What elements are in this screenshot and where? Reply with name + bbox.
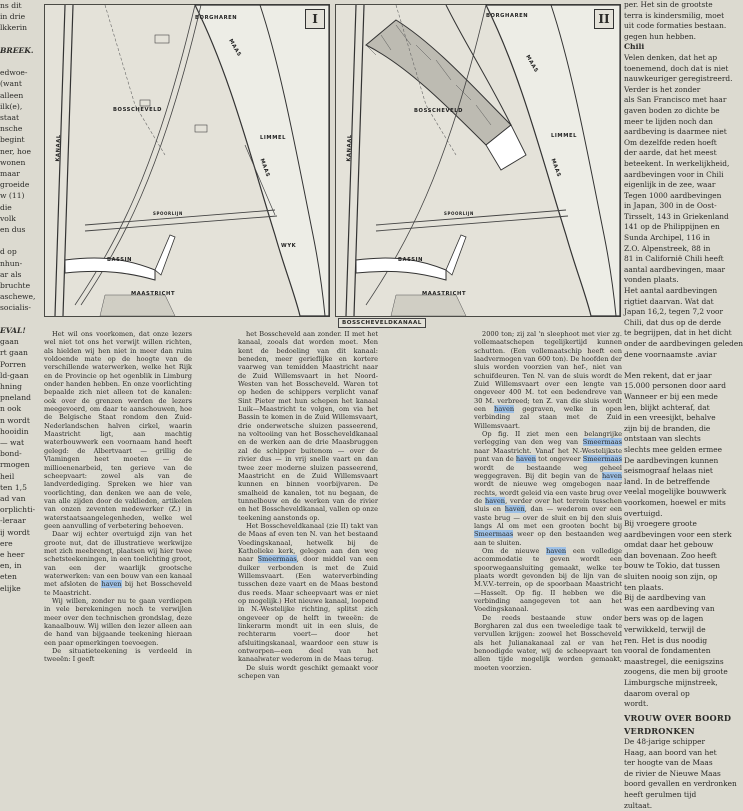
right-column-line: Sunda Archipel, 116 in <box>624 233 710 243</box>
left-column-line: n wordt <box>0 415 30 425</box>
article-paragraph: De reeds bestaande stuw onder Borgharen zal dus een tweeledige taak te vervullen krijgen: zoowel het Bosscheveld als het Julianakanaal zal er van het benoodigde water, wij de scheepvaart ten allen tijde mogelijk worden gemaakt, moeten voorzien. <box>474 613 622 672</box>
map-1-label-limmel: LIMMEL <box>260 135 287 141</box>
left-column-line: eten <box>0 572 17 582</box>
right-column-line: slechts mee gelden ermee <box>624 444 722 454</box>
right-column-line: Bij vroegere groote <box>624 519 697 529</box>
left-column-line: ere <box>0 538 13 548</box>
left-column-line: ilk(e), <box>0 101 23 111</box>
left-column-line: bond- <box>0 449 22 459</box>
right-column-line: per. Het sin de grootste <box>624 0 713 9</box>
article-paragraph: Om de nieuwe haven een volledige accommodatie te geven wordt een spoorwegaansluiting gemaakt, welke ter plaats wordt gevonden bij de lijn van de M.V.V.-terrein, op de spoorbaan Maastricht—Hasselt. Op fig. II hebben we die verbinding aangegeven tot aan het Voedingskanaal. <box>474 546 623 614</box>
map-1-label-wyk: WYK <box>281 243 297 249</box>
left-column-line <box>0 34 40 45</box>
right-column-line: rigtiet daarvan. Wat dat <box>624 296 714 306</box>
article-paragraph: Het Bosscheveldkanaal (zie II) takt van de Maas af even ten N. van het bestaand Voedingskanaal, hetwelk bij de Katholieke kerk, gelegen aan den weg naar Smeermaas, door middel van een duiker verbonden is met de Zuid Willemsvaart. (Een waterverbinding tusschen deze vaart en de Maas bestond dus reeds. Maar scheepvaart was er niet op mogelijk.) Het nieuwe kanaal, loopend in N.-Westelijke richting, splitst zich ongeveer op de helft in tweeën: de linkerarm mondt uit in een sluis, de rechterarm voert— door het afsluitingskanaal, waardoor een stuw is ontworpen—een deel van het kanaalwater wederom in de Maas terug. <box>238 521 379 664</box>
right-column-line: Limburgsche mijnstreek, <box>624 678 718 687</box>
map-2-label-spoorlijn: SPOORLIJN <box>444 211 474 216</box>
right-column-line: aardbevingen voor een sterk <box>624 529 732 539</box>
map-1-label-bosscheveld: BOSSCHEVELD <box>113 107 163 113</box>
article-paragraph: De sluis wordt geschikt gemaakt voor schepen van <box>238 663 378 681</box>
map-2-label-maas-top: MAAS <box>524 54 540 74</box>
map-situation-before <box>44 4 330 317</box>
left-column-line: in drie <box>0 12 26 22</box>
right-column-line: 141 op de Philippijnen en <box>624 222 720 232</box>
map-2-label-bassin: BASSIN <box>398 257 424 263</box>
right-column-line: 15.000 personen door aard <box>624 381 726 391</box>
left-column-line: orplichti- <box>0 505 36 515</box>
article-column-1 <box>44 330 192 664</box>
search-highlight: Smeermaas <box>582 455 622 464</box>
right-column-line: gegen hun hebben. <box>624 31 697 41</box>
map-2-label-maastricht: MAASTRICHT <box>422 291 467 297</box>
left-column-line: aschewe, <box>0 292 36 302</box>
left-column-line: ij wordt <box>0 527 30 537</box>
left-column-line <box>0 56 40 67</box>
left-column-line: Porren <box>0 359 27 369</box>
right-column-line: ontstaan van slechts <box>624 434 701 444</box>
left-column-line: pneland <box>0 393 31 403</box>
right-column-line: Bij de aardbeving van <box>624 593 706 603</box>
map-1-label-bassin: BASSIN <box>107 257 133 263</box>
right-column-line <box>624 360 727 371</box>
left-column-line: ten 1,5 <box>0 482 27 492</box>
right-column-line: Z.O. Alpenstreek, 88 in <box>624 243 711 253</box>
right-column-line: eigenlijk in de zee, waar <box>624 180 716 190</box>
search-highlight: Smeermaas <box>474 530 514 539</box>
left-column-line: en dus <box>0 225 26 235</box>
left-column-line: — wat <box>0 437 25 447</box>
right-column-heading: Chili <box>624 42 645 52</box>
left-column-line: -leraar <box>0 516 26 526</box>
left-column-line: edwoe- <box>0 68 28 78</box>
right-column-heading: VROUW OVER BOORD <box>624 712 732 723</box>
left-column-line: alleen <box>0 90 24 100</box>
right-column-line: dene voornaamste .aviar <box>624 349 717 359</box>
left-column-line: elijke <box>0 583 21 593</box>
search-highlight: Smeermaas <box>582 438 622 447</box>
right-column-line: seismograaf helaas niet <box>624 466 713 476</box>
right-column-line: veelal mogelijke bouwwerk <box>624 487 727 497</box>
left-column-line: die <box>0 202 12 212</box>
article-paragraph: 2000 ton; zij zal 'n sleephoot met vier zg. vollemaatschepen tegelijkertijd kunnen schutten. (Een vollemaatschip heeft een laadvermogen van 600 ton). De hoofden der sluis worden voorzien van hef-, niet van schuifdeuren. Ten N. van de sluis wordt de Zuid Willemsvaart over een lengte van ongeveer 400 M. tot een bedendreve van 30 M. verbreed; ten Z. van die sluis wordt een haven gegraven, welke in open verbinding zal staan met de Zuid Willemsvaart. <box>474 330 623 430</box>
map-2-label-limmel: LIMMEL <box>551 133 578 139</box>
right-column-line: uit code formaties bestaan. <box>624 21 727 31</box>
map-1-label-maas-bottom: MAAS <box>258 157 271 179</box>
left-column-line: ner, hoe <box>0 146 31 156</box>
map-caption: BOSSCHEVELDKANAAL <box>338 318 426 328</box>
right-column-line: bers was op de lagen <box>624 614 704 624</box>
article-column-3 <box>474 330 623 672</box>
right-column-line: vonden plaats. <box>624 275 679 285</box>
right-column-line: Tegen 1000 aardbevingen <box>624 190 722 200</box>
right-column-heading: VERDRONKEN <box>624 726 695 737</box>
right-column-line: De aardbevingen kunnen <box>624 455 719 465</box>
right-column-line: zultaat. <box>624 800 653 810</box>
search-highlight: Smeermaas <box>257 555 297 564</box>
right-column-line: Japan 16,2, tegen 7,2 voor <box>624 307 724 317</box>
left-column-line: rmogen <box>0 460 30 470</box>
left-column-line: staat <box>0 113 20 123</box>
left-column-line: nsche <box>0 124 23 134</box>
left-column-line: en, in <box>0 561 22 571</box>
left-column-line: wonen <box>0 157 26 167</box>
right-column-line: De 48-jarige schipper <box>624 736 706 746</box>
map-situation-after <box>335 4 621 317</box>
map-2-label-bosscheveld: BOSSCHEVELD <box>414 108 464 114</box>
left-column-line: socialis- <box>0 303 31 313</box>
search-highlight: haven <box>485 496 506 505</box>
left-column-line: rt gaan <box>0 348 28 358</box>
right-column-line: verwikkeld, terwijl de <box>624 625 706 635</box>
right-column-line: 81 in Californië Chili heeft <box>624 254 724 264</box>
right-column-line: der aarde, dat het meest <box>624 148 717 158</box>
right-column-line: in een vreesijkt, behalve <box>624 413 716 423</box>
right-column-line: ten plaats. <box>624 582 664 592</box>
map-1-label-borgharen: BORGHAREN <box>195 15 238 21</box>
left-column-line: groeide <box>0 180 30 190</box>
right-column-line: Om dezelfde reden hoeft <box>624 137 717 147</box>
left-column-line: d op <box>0 247 17 257</box>
right-column-line: Chili, dat dus op de derde <box>624 317 722 327</box>
map-1-drawing <box>45 5 329 316</box>
left-column-line: hning <box>0 381 22 391</box>
left-column-line: e heer <box>0 549 25 559</box>
right-column-line: de rivier de Nieuwe Maas <box>624 768 721 778</box>
right-column-line: heeft gerulmen tijd <box>624 789 697 799</box>
right-column-line: aardbevingen voor in Chili <box>624 169 724 179</box>
map-2-label-borgharen: BORGHAREN <box>486 13 529 19</box>
map-1-label-spoorlijn: SPOORLIJN <box>153 211 183 216</box>
right-column-line: maastregel, die eenigszins <box>624 656 724 666</box>
map-1-number: I <box>305 9 325 29</box>
article-paragraph: De situatieteekening is verdeeld in tweeën: I geeft <box>44 647 192 664</box>
map-2-label-maas-bottom: MAAS <box>549 157 562 179</box>
right-column-line: bouw te Tokio, dat tussen <box>624 561 721 571</box>
right-column-line: dan bovenaan. Zoo heeft <box>624 550 717 560</box>
search-highlight: haven <box>504 505 525 514</box>
right-column-line: len, blijkt achteraf, dat <box>624 402 710 412</box>
right-column-line: overtuigd. <box>624 508 663 518</box>
article-paragraph: Op fig. II ziet men een belangrijke verlegging van den weg van Smeermaas naar Maastricht. Vanaf het N.-Westelijkste punt van de haven tot ongeveer Smeermaas wordt de bestaande weg geheel weggegraven. Bij dit begin van de haven wordt de nieuwe weg omgebogen naar rechts, wordt geleid via een vaste brug over de haven, verder over het terrein tusschen sluis en haven, dan — wederom over een vaste brug — over de sluit en bij den sluis langs Al om met een grooten bocht bij Smeermaas weer op den bestaanden weg aan te sluiten. <box>474 430 622 547</box>
right-column-line: Tirsselt, 143 in Griekenland <box>624 211 729 221</box>
left-column-line: volk <box>0 213 16 223</box>
left-column-line: hooidin <box>0 426 29 436</box>
right-column-line: zoogens, die men bij groote <box>624 667 728 677</box>
right-column-line: vooral de fondamenten <box>624 646 711 656</box>
map-2-drawing <box>336 5 620 316</box>
right-column-line: daarom overal op <box>624 688 690 698</box>
left-column-line: w (11) <box>0 191 25 201</box>
right-column-line: boord gevallen en verdronken <box>624 779 737 789</box>
right-column-line: aantal aardbevingen, maar <box>624 264 726 274</box>
left-column-line: maar <box>0 169 20 179</box>
right-column-line: land. In de betreffende <box>624 476 710 486</box>
left-column-line: ld-gaan <box>0 370 29 380</box>
article-paragraph: het Bosscheveld aan zonder. II met het kanaal, zooals dat worden moet. Men kent de bedoeling van dit kanaal: beneden, meer gerieflijke en kortere vaarweg van temidden Maastricht naar de Zuid Willemsvaart in het Noord-Westen van het Bosscheveld. Waren tot op heden de schippers verplicht vanaf Sint Pieter met hun schepen het kanaal Luik—Maastricht te volgen, om via het Bassin te komen in de Zuid Willemsvaart, drie onderwetsche sluizen passeerend, na voltooiing van het Bosscheveldkanaal en de werken aan de drie Maasbruggen zal de schipper buitenom — over de rivier dus — in vrij snelle vaart en dan twee zeer moderne sluizen passeerend, Maastricht en de Zuid Willemsvaart kunnen en binnen voorbijvaren. De smalheid de kanalen, tot nu begaan, de tunnelbouw en de werken van de rivier en het Bosscheveldkanaal, vallen op onze teekening aanstonds op. <box>238 330 378 522</box>
left-column-line <box>0 314 40 325</box>
search-highlight: haven <box>546 546 567 555</box>
right-column-line: Men rekent, dat er jaar <box>624 370 712 380</box>
article-paragraph: Daar wij echter overtuigd zijn van het groote nut, dat de illustratieve werkwijze met zich meebrengt, plaatsen wij hier twee schetsteekeningen, in een toelichting groot, van een der waarlijk grootsche waterwerken: van een bouw van een kanaal met afsloten de haven bij het Bosscheveld te Maastricht. <box>44 530 192 597</box>
right-column-line: wordt. <box>624 699 649 709</box>
map-1-label-kanaal: KANAAL <box>55 134 63 162</box>
right-column-line: in Japan, 300 in de Oost- <box>624 201 717 211</box>
left-column-line: ad van <box>0 493 26 503</box>
right-column-line: was een aardbeving van <box>624 603 715 613</box>
right-column-line: sluiten nooig son zijn, op <box>624 572 718 582</box>
right-column-text <box>624 0 743 810</box>
right-column-line: terra is kindersmilig, moet <box>624 10 725 20</box>
right-column-line: Het aantal aardbevingen <box>624 286 718 296</box>
article-paragraph: Het wil ons voorkomen, dat onze lezers wel niet tot ons het verwijt willen richten, als hielden wij hen niet in meer dan ruim voldoende mate op de hoogte van de verschillende waterwerken, welke het Rijk en de Provincie op het ogenblik in Limburg onder handen hebben. En onze voorlichting bepaalde zich niet alleen tot de kanalen: ook over de grenzen werden de lezers meegevoerd, om daar te aanschouwen, hoe de Belgische Staat rondom den Zuid-Nederlandschen halven cirkel, waarin Maastricht ligt, aan machtig waterbouwwerk een voornaam hand heeft gelegd: de Albertvaart — grillig de Vlamingen heet moeten — de millioenenarbeid, ten gerieve van de scheepvaart: zowel als van de landverdediging. Spreken we hier van voorlichting, dan denken we aan de vele, van alle zijden door de vaklieden, artikelen van onzen zeventen medewerker (Z.) in waterstaatsaangelegenheden, welke wel geen aanvulling of verbetering behoeven. <box>44 330 192 530</box>
right-column-line: Verder is het zonder <box>624 84 701 94</box>
right-column-line: gaven boden zo dichte be <box>624 105 720 115</box>
left-column-line: gaan <box>0 337 19 347</box>
right-column-line: voorkomen, hoewel er mits <box>624 497 726 507</box>
right-column-line: te begrijpen, dat in het dicht <box>624 328 732 338</box>
right-column-line: onder de aardbevingen geleden <box>624 339 743 348</box>
article-paragraph: Wij willen, zonder nu te gaan verdiepen in vele berekeningen noch te verwijlen meer over den technischen grondslag, deze kanaalbouw. Wij willen den lezer alleen aan de hand van bijgaande teekening hieraan een paar opmerkingen toevoegen. <box>44 597 192 647</box>
right-column-line: ren. Het is dus noodig <box>624 635 708 645</box>
left-column-line: (want <box>0 79 22 89</box>
article-column-2 <box>238 330 379 681</box>
search-highlight: haven <box>494 405 515 414</box>
search-highlight: haven <box>515 455 536 464</box>
right-column-line: beteekent. In werkelijkheid, <box>624 158 730 168</box>
left-column-line: ns dit <box>0 1 22 10</box>
left-column-line: EVAL! <box>0 325 26 335</box>
map-2-number: II <box>594 9 614 29</box>
right-column-line: omdat daar het gebouw <box>624 540 714 550</box>
search-highlight: haven <box>101 580 122 589</box>
right-column-line: toenemend, doch dat is niet <box>624 63 729 73</box>
right-column-line: zijn bij de branden, die <box>624 423 711 433</box>
left-column-line: BREEK. <box>0 45 34 55</box>
right-column-line: nauwkeuriger geregistreerd. <box>624 74 733 84</box>
left-column-line <box>0 235 40 246</box>
map-1-label-maastricht: MAASTRICHT <box>131 291 176 297</box>
left-column-line: nhun- <box>0 258 23 268</box>
right-column-line: aardbeving is daarmee niet <box>624 127 727 137</box>
map-2-label-kanaal: KANAAL <box>346 134 354 162</box>
left-column-line: lkkerin <box>0 23 28 33</box>
left-column-line: begint <box>0 135 25 145</box>
left-column-line: ar als <box>0 269 22 279</box>
left-column-line: heil <box>0 471 15 481</box>
left-column-line: n ook <box>0 404 22 414</box>
map-1-label-maas-top: MAAS <box>227 38 243 58</box>
left-column-clipped-text <box>0 0 40 634</box>
right-column-line: Velen denken, dat het ap <box>624 52 718 62</box>
right-column-line: Wanneer er bij een mede <box>624 391 718 401</box>
left-column-line: bruchte <box>0 281 31 291</box>
right-column-line: meer te lijden noch dan <box>624 116 713 126</box>
search-highlight: haven <box>601 471 622 480</box>
right-column-line: als San Francisco met haar <box>624 95 727 105</box>
right-column-line: Haag, aan boord van het <box>624 747 717 757</box>
right-column-line: ter hoogte van de Maas <box>624 758 713 768</box>
